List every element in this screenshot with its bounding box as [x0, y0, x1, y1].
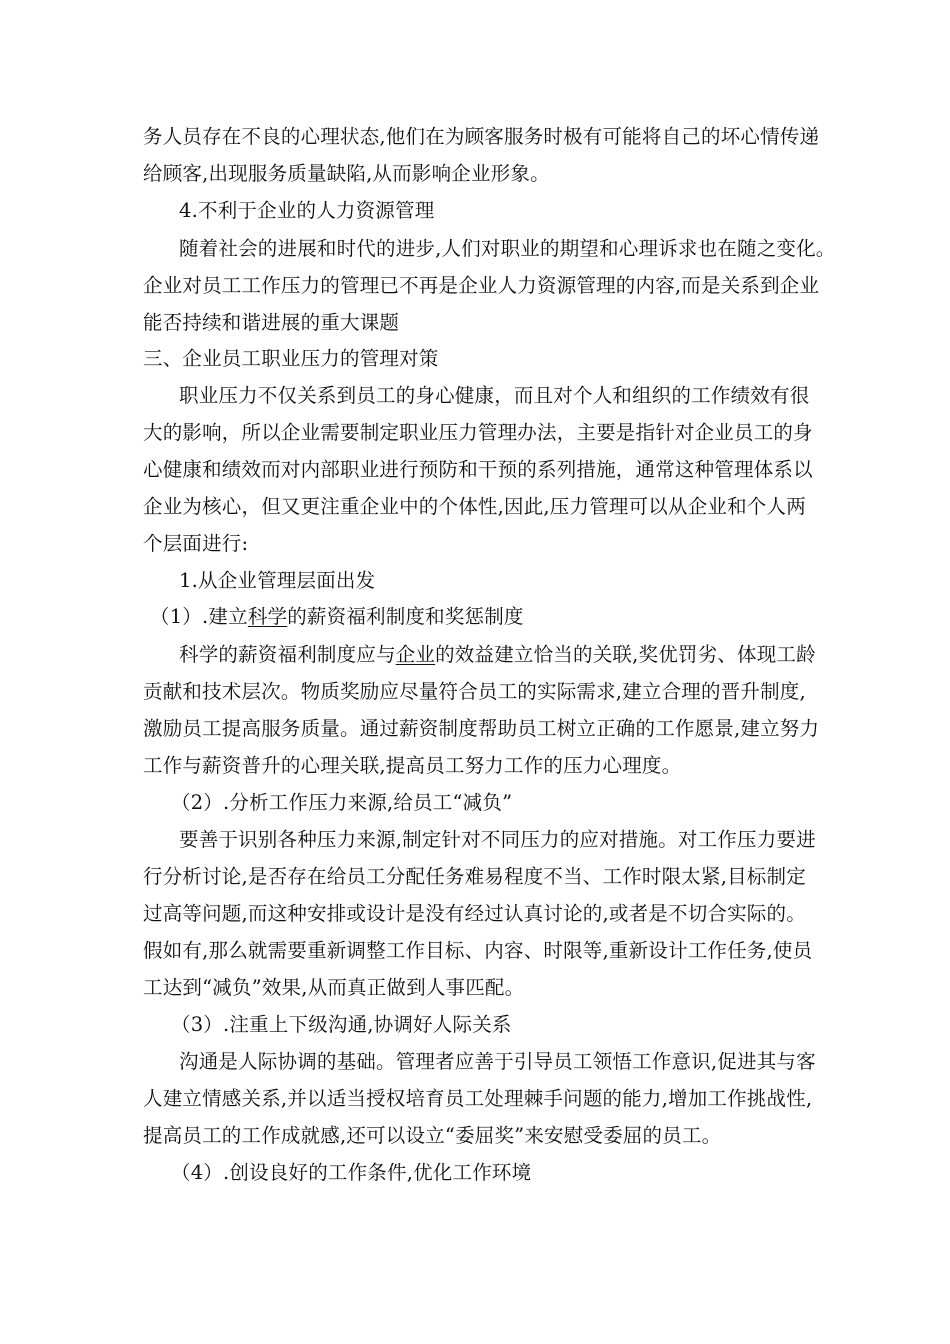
paragraph-line: 能否持续和谐进展的重大课题 — [143, 311, 400, 334]
subsection-heading: （3）.注重上下级沟通,协调好人际关系 — [171, 1013, 512, 1036]
paragraph-line: 提高员工的工作成就感,还可以设立“委屈奖”来安慰受委屈的员工。 — [143, 1124, 722, 1147]
paragraph-line: 给顾客,出现服务质量缺陷,从而影响企业形象。 — [143, 162, 550, 185]
paragraph-line: 随着社会的进展和时代的进步,人们对职业的期望和心理诉求也在随之变化。 — [179, 237, 836, 260]
paragraph-line: 贡献和技术层次。物质奖励应尽量符合员工的实际需求,建立合理的晋升制度, — [143, 680, 806, 703]
text-prefix: 科学的薪资福利制度应与 — [179, 643, 396, 666]
paragraph-line: 工达到“减负”效果,从而真正做到人事匹配。 — [143, 976, 525, 999]
paragraph-line: 假如有,那么就需要重新调整工作目标、内容、时限等,重新设计工作任务,使员 — [143, 939, 813, 962]
paragraph-line: 大的影响，所以企业需要制定职业压力管理办法，主要是指针对企业员工的身 — [143, 421, 813, 444]
paragraph-line: 心健康和绩效而对内部职业进行预防和干预的系列措施，通常这种管理体系以 — [143, 458, 813, 481]
paragraph-line: 行分析讨论,是否存在给员工分配任务难易程度不当、工作时限太紧,目标制定 — [143, 865, 806, 888]
paragraph-line: 工作与薪资普升的心理关联,提高员工努力工作的压力心理度。 — [143, 754, 682, 777]
paragraph-line: 沟通是人际协调的基础。管理者应善于引导员工领悟工作意识,促进其与客 — [179, 1050, 816, 1073]
paragraph-line: 人建立情感关系,并以适当授权培育员工处理棘手问题的能力,增加工作挑战性, — [143, 1087, 813, 1110]
paragraph-line: 企业对员工工作压力的管理已不再是企业人力资源管理的内容,而是关系到企业 — [143, 274, 820, 297]
paragraph-line: 企业为核心，但又更注重企业中的个体性,因此,压力管理可以从企业和个人两 — [143, 495, 806, 518]
paragraph-line: 要善于识别各种压力来源,制定针对不同压力的应对措施。对工作压力要进 — [179, 828, 816, 851]
heading-prefix: （1）.建立 — [150, 605, 248, 628]
keyword-link-science[interactable]: 科学 — [247, 605, 288, 628]
paragraph-line: 职业压力不仅关系到员工的身心健康，而且对个人和组织的工作绩效有很 — [179, 384, 810, 407]
paragraph-line: 激励员工提高服务质量。通过薪资制度帮助员工树立正确的工作愿景,建立努力 — [143, 717, 820, 740]
section-heading: 4.不利于企业的人力资源管理 — [179, 199, 435, 222]
paragraph-line: 过高等问题,而这种安排或设计是没有经过认真讨论的,或者是不切合实际的。 — [143, 902, 806, 925]
section-heading: 1.从企业管理层面出发 — [179, 569, 376, 592]
paragraph-line: 个层面进行: — [143, 532, 249, 555]
paragraph-line: 务人员存在不良的心理状态,他们在为顾客服务时极有可能将自己的坏心情传递 — [143, 125, 820, 148]
keyword-link-enterprise[interactable]: 企业 — [395, 643, 436, 666]
chapter-heading: 三、企业员工职业压力的管理对策 — [143, 347, 439, 370]
text-suffix: 的效益建立恰当的关联,奖优罚劣、体现工龄 — [435, 643, 816, 666]
heading-suffix: 的薪资福利制度和奖惩制度 — [287, 605, 524, 628]
subsection-heading — [0, 604, 950, 630]
subsection-heading: （2）.分析工作压力来源,给员工“减负” — [171, 791, 513, 814]
paragraph-line — [0, 642, 950, 668]
subsection-heading: （4）.创设良好的工作条件,优化工作环境 — [171, 1161, 532, 1184]
